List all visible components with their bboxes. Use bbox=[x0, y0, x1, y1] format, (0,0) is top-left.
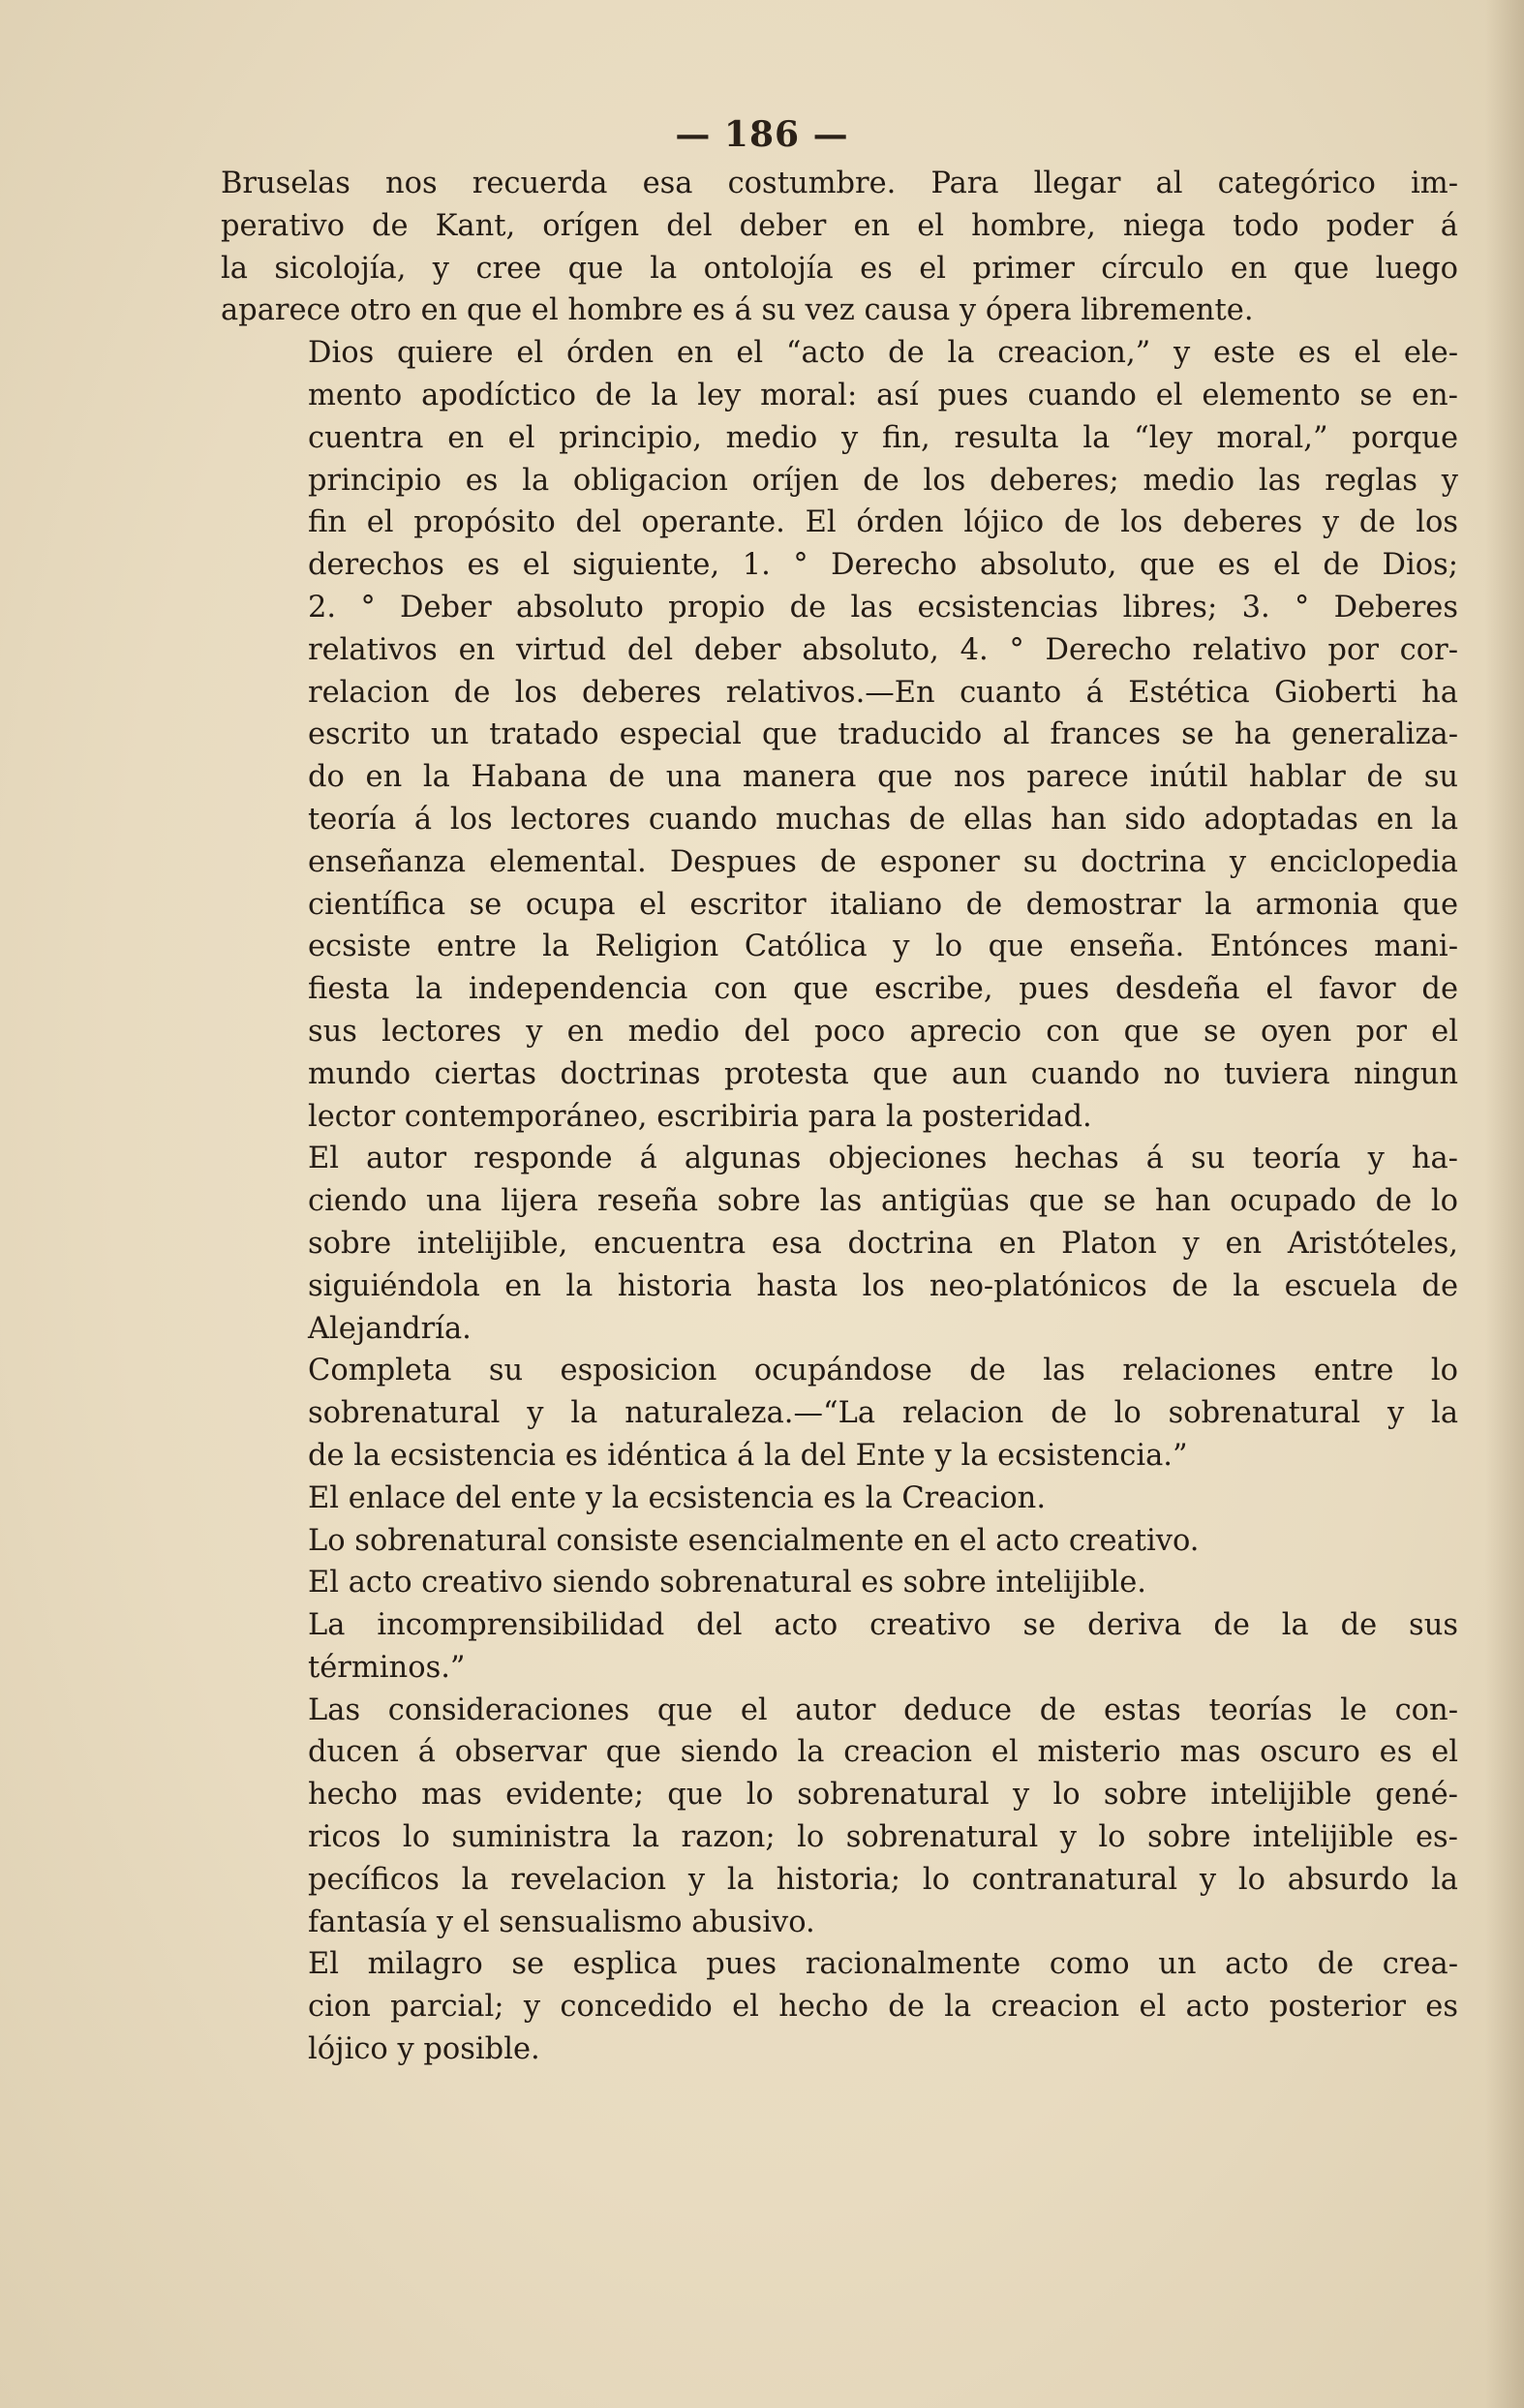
paragraph bbox=[221, 1690, 1458, 1944]
text-line: términos.” bbox=[308, 1650, 466, 1685]
text-line: principio es la obligacion oríjen de los deberes; medio las reglas y bbox=[308, 463, 1458, 498]
text-line: Las consideraciones que el autor deduce de estas teorías le con- bbox=[308, 1692, 1458, 1727]
text-line: 2. ° Deber absoluto propio de las ecsistencias libres; 3. ° Deberes bbox=[308, 590, 1458, 625]
paragraph bbox=[221, 1350, 1458, 1477]
text-line: la sicolojía, y cree que la ontolojía es el primer círculo en que luego bbox=[221, 251, 1458, 286]
text-line: sobrenatural y la naturaleza.—“La relacion de lo sobrenatural y la bbox=[308, 1396, 1458, 1431]
text-line: científica se ocupa el escritor italiano de demostrar la armonia que bbox=[308, 887, 1458, 922]
paragraph bbox=[221, 332, 1458, 1138]
text-line: El milagro se esplica pues racionalmente como un acto de crea- bbox=[308, 1947, 1458, 1982]
text-line: mento apodíctico de la ley moral: así pues cuando el elemento se en- bbox=[308, 378, 1458, 412]
text-line: La incomprensibilidad del acto creativo se deriva de la de sus bbox=[308, 1608, 1458, 1643]
text-line: aparece otro en que el hombre es á su vez causa y ópera libremente. bbox=[221, 293, 1254, 328]
text-line: cion parcial; y concedido el hecho de la creacion el acto posterior es bbox=[308, 1990, 1458, 2025]
text-line: fiesta la independencia con que escribe, pues desdeña el favor de bbox=[308, 972, 1458, 1007]
paragraph bbox=[221, 1562, 1458, 1604]
text-line: El autor responde á algunas objeciones hechas á su teoría y ha- bbox=[308, 1142, 1458, 1176]
paragraph bbox=[221, 1604, 1458, 1690]
text-line: El enlace del ente y la ecsistencia es la Creacion. bbox=[308, 1480, 1047, 1515]
text-line: mundo ciertas doctrinas protesta que aun cuando no tuviera ningun bbox=[308, 1056, 1458, 1091]
text-line: siguiéndola en la historia hasta los neo-platónicos de la escuela de bbox=[308, 1268, 1458, 1303]
text-line: escrito un tratado especial que traducido al frances se ha generaliza- bbox=[308, 717, 1458, 752]
text-line: ciendo una lijera reseña sobre las antigüas que se han ocupado de lo bbox=[308, 1184, 1458, 1219]
text-line: sus lectores y en medio del poco aprecio con que se oyen por el bbox=[308, 1014, 1458, 1049]
paragraph bbox=[221, 163, 1458, 332]
text-line: Bruselas nos recuerda esa costumbre. Para llegar al categórico im- bbox=[221, 167, 1458, 200]
text-line: pecíficos la revelacion y la historia; lo contranatural y lo absurdo la bbox=[308, 1862, 1458, 1897]
text-line: ricos lo suministra la razon; lo sobrenatural y lo sobre intelijible es- bbox=[308, 1820, 1458, 1855]
text-line: perativo de Kant, orígen del deber en el hombre, niega todo poder á bbox=[221, 208, 1458, 243]
text-line: El acto creativo siendo sobrenatural es sobre intelijible. bbox=[308, 1566, 1146, 1600]
text-line: lójico y posible. bbox=[308, 2032, 540, 2067]
text-line: relacion de los deberes relativos.—En cuanto á Estética Gioberti ha bbox=[308, 675, 1458, 710]
text-line: Completa su esposicion ocupándose de las relaciones entre lo bbox=[308, 1354, 1458, 1388]
text-line: derechos es el siguiente, 1. ° Derecho absoluto, que es el de Dios; bbox=[308, 548, 1458, 583]
text-line: teoría á los lectores cuando muchas de ellas han sido adoptadas en la bbox=[308, 802, 1458, 837]
text-line: fin el propósito del operante. El órden lójico de los deberes y de los bbox=[308, 505, 1458, 540]
text-line: Lo sobrenatural consiste esencialmente en el acto creativo. bbox=[308, 1523, 1200, 1558]
text-line: ecsiste entre la Religion Católica y lo que enseña. Entónces mani- bbox=[308, 930, 1458, 964]
page-number: — 186 — bbox=[675, 114, 849, 155]
paragraph bbox=[221, 1520, 1458, 1563]
text-line: lector contemporáneo, escribiria para la posteridad. bbox=[308, 1099, 1092, 1134]
paragraph bbox=[221, 1943, 1458, 2070]
text-line: relativos en virtud del deber absoluto, 4. ° Derecho relativo por cor- bbox=[308, 632, 1458, 667]
text-line: ducen á observar que siendo la creacion el misterio mas oscuro es el bbox=[308, 1735, 1458, 1770]
text-line: sobre intelijible, encuentra esa doctrina en Platon y en Aristóteles, bbox=[308, 1226, 1458, 1261]
text-line: fantasía y el sensualismo abusivo. bbox=[308, 1905, 815, 1939]
text-line: hecho mas evidente; que lo sobrenatural y lo sobre intelijible gené- bbox=[308, 1778, 1458, 1813]
text-line: Dios quiere el órden en el “acto de la creacion,” y este es el ele- bbox=[308, 336, 1458, 371]
text-line: Alejandría. bbox=[308, 1311, 472, 1346]
paragraph bbox=[221, 1138, 1458, 1350]
paragraph bbox=[221, 1478, 1458, 1520]
page-edge-shadow bbox=[1485, 0, 1524, 2408]
text-line: cuentra en el principio, medio y fin, resulta la “ley moral,” porque bbox=[308, 420, 1458, 455]
body-text bbox=[221, 163, 1458, 2071]
text-line: de la ecsistencia es idéntica á la del Ente y la ecsistencia.” bbox=[308, 1438, 1188, 1473]
text-line: do en la Habana de una manera que nos parece inútil hablar de su bbox=[308, 760, 1458, 795]
text-line: enseñanza elemental. Despues de esponer su doctrina y enciclopedia bbox=[308, 844, 1458, 879]
